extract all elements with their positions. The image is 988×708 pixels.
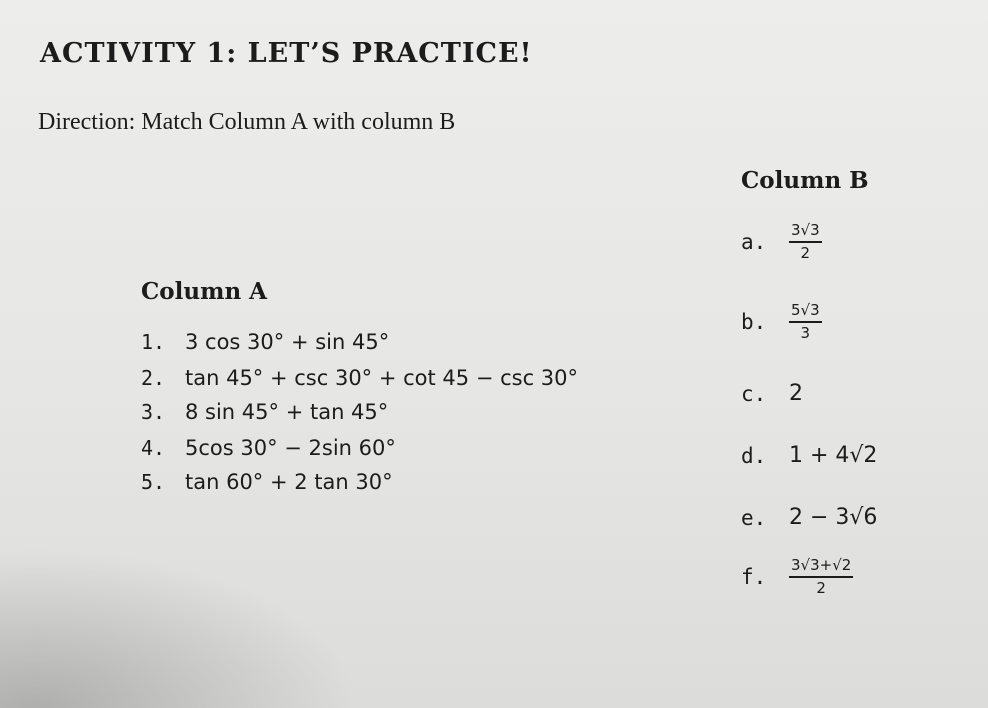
fraction [789,302,822,341]
item-number: 5. [141,470,166,494]
column-a-heading: Column A [141,278,268,305]
fraction [789,557,853,596]
column-b-item-a [741,222,822,261]
item-letter: d. [741,443,767,468]
item-value: 2 − 3√6 [789,505,878,530]
fraction-numerator: 3√3+√2 [789,557,853,578]
item-number: 1. [141,330,166,354]
direction-text: Direction: Match Column A with column B [38,109,456,135]
column-b-item-e [741,505,877,530]
item-expression: tan 60° + 2 tan 30° [185,470,393,494]
item-expression: 5cos 30° − 2sin 60° [185,436,396,460]
item-letter: e. [741,505,767,530]
item-expression: 3 cos 30° + sin 45° [185,330,390,354]
column-a-item-1 [141,330,389,354]
item-number: 3. [141,400,166,424]
item-letter: f. [741,564,767,589]
column-b-item-c [741,381,803,406]
item-letter: a. [741,229,767,254]
fraction-numerator: 5√3 [789,302,822,323]
item-expression: 8 sin 45° + tan 45° [185,400,389,424]
column-a-item-2 [141,366,578,390]
item-value: 2 [789,381,803,406]
fraction-denominator: 2 [816,578,826,597]
fraction-denominator: 2 [800,243,811,262]
column-a-item-4 [141,436,396,460]
fraction-numerator: 3√3 [789,222,822,243]
column-b-item-b [741,302,822,341]
fraction-denominator: 3 [800,323,811,342]
item-number: 4. [141,436,166,460]
item-letter: b. [741,309,767,334]
column-b-heading: Column B [741,167,869,194]
activity-title: ACTIVITY 1: LET’S PRACTICE! [40,38,533,69]
column-a-item-5 [141,470,393,494]
column-b-item-f [741,557,853,596]
column-a-item-3 [141,400,388,424]
item-letter: c. [741,381,767,406]
item-expression: tan 45° + csc 30° + cot 45 − csc 30° [185,366,579,390]
column-b-item-d [741,443,877,468]
shadow [0,548,360,708]
item-value: 1 + 4√2 [789,443,878,468]
fraction [789,222,822,261]
item-number: 2. [141,366,166,390]
